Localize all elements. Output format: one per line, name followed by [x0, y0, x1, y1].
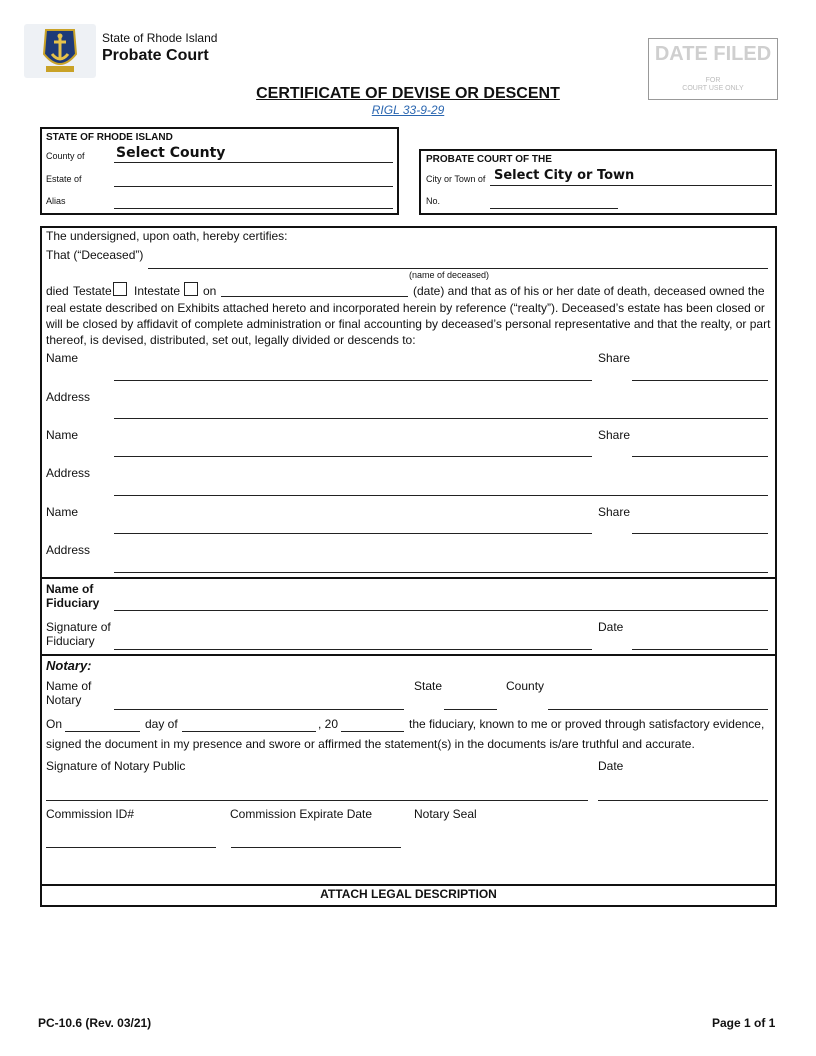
notary-fiduciary-text: the fiduciary, known to me or proved through satisfactory evidence,: [409, 717, 765, 731]
divider-attach: [40, 884, 777, 886]
page-title: CERTIFICATE OF DEVISE OR DESCENT: [256, 85, 560, 102]
heir-2-name-label: Name: [46, 428, 79, 442]
fiduciary-sig-label-2: Fiduciary: [46, 634, 95, 648]
city-select[interactable]: Select City or Town: [494, 168, 635, 183]
heir-2-share-field[interactable]: [632, 456, 768, 457]
fiduciary-date-field[interactable]: [632, 649, 768, 650]
heir-1-name-field[interactable]: [114, 380, 592, 381]
intestate-label: Intestate: [134, 284, 181, 298]
notary-year-prefix: , 20: [318, 717, 339, 731]
fiduciary-name-field[interactable]: [114, 610, 768, 611]
fiduciary-signature-field[interactable]: [114, 649, 592, 650]
death-date-field[interactable]: [221, 296, 408, 297]
court-name: Probate Court: [102, 47, 209, 64]
notary-date-label: Date: [598, 759, 624, 773]
heir-3-address-label: Address: [46, 543, 91, 557]
attach-legal-description: ATTACH LEGAL DESCRIPTION: [320, 887, 497, 901]
heir-3-share-label: Share: [598, 505, 631, 519]
estate-of-field[interactable]: [114, 186, 393, 187]
divider-notary: [40, 654, 777, 656]
state-name: State of Rhode Island: [102, 31, 218, 45]
statute-link[interactable]: RIGL 33-9-29: [371, 103, 445, 117]
page-number: Page 1 of 1: [712, 1016, 776, 1030]
notary-on-label: On: [46, 717, 63, 731]
commission-id-label: Commission ID#: [46, 807, 135, 821]
notary-sig-label: Signature of Notary Public: [46, 759, 186, 773]
notary-day-field[interactable]: [65, 731, 140, 732]
that-deceased-label: That (“Deceased”): [46, 248, 144, 262]
notary-month-field[interactable]: [182, 731, 316, 732]
notary-county-label: County: [506, 679, 545, 693]
probate-box-heading: PROBATE COURT OF THE: [426, 154, 552, 165]
no-label: No.: [426, 196, 441, 206]
realty-paragraph: real estate described on Exhibits attached hereto and incorporated herein by reference (“realty”). Deceased’s estate has been closed or will be closed by affidavit of complete administration or final accounting by deceased’s personal representative and that the realty, or part thereof, is devised, distributed, set out, legally divided or descends to:: [46, 301, 771, 347]
commission-id-field[interactable]: [46, 847, 216, 848]
heir-1-address-field[interactable]: [114, 418, 768, 419]
state-box-heading: STATE OF RHODE ISLAND: [46, 132, 173, 143]
notary-signature-field[interactable]: [46, 800, 588, 801]
case-number-field[interactable]: [490, 208, 618, 209]
testate-label: Testate: [73, 284, 112, 298]
deceased-name-field[interactable]: [148, 268, 768, 269]
para-start: (date) and that as of his or her date of death, deceased owned the: [413, 284, 765, 298]
heir-2-address-label: Address: [46, 466, 91, 480]
notary-day-of-label: day of: [145, 717, 178, 731]
notary-county-field[interactable]: [548, 709, 768, 710]
state-seal-logo: [24, 24, 96, 78]
notary-heading: Notary:: [46, 658, 92, 673]
heir-1-share-label: Share: [598, 351, 631, 365]
heir-3-name-field[interactable]: [114, 533, 592, 534]
fiduciary-name-label-2: Fiduciary: [46, 596, 100, 610]
date-filed-box: [648, 38, 778, 100]
county-label: County of: [46, 151, 85, 161]
intro-text: The undersigned, upon oath, hereby certifies:: [46, 229, 288, 243]
heir-3-name-label: Name: [46, 505, 79, 519]
commission-exp-field[interactable]: [231, 847, 401, 848]
county-line: [114, 162, 393, 163]
heir-1-share-field[interactable]: [632, 380, 768, 381]
notary-year-field[interactable]: [341, 731, 404, 732]
fiduciary-date-label: Date: [598, 620, 624, 634]
notary-state-field[interactable]: [444, 709, 497, 710]
county-select[interactable]: Select County: [116, 145, 226, 161]
commission-exp-label: Commission Expirate Date: [230, 807, 373, 821]
heir-3-address-field[interactable]: [114, 572, 768, 573]
name-of-deceased-caption: (name of deceased): [409, 270, 490, 280]
notary-seal-label: Notary Seal: [414, 807, 477, 821]
alias-label: Alias: [46, 196, 66, 206]
notary-signed-text: signed the document in my presence and swore or affirmed the statement(s) in the documents is/are truthful and accurate.: [46, 737, 695, 751]
testate-checkbox[interactable]: [113, 282, 127, 296]
notary-name-label-1: Name of: [46, 679, 92, 693]
fiduciary-sig-label-1: Signature of: [46, 620, 111, 634]
died-label: died: [46, 284, 69, 298]
for-label: FOR: [705, 77, 721, 84]
heir-2-share-label: Share: [598, 428, 631, 442]
heir-1-name-label: Name: [46, 351, 79, 365]
city-line: [490, 185, 772, 186]
heir-2-address-field[interactable]: [114, 495, 768, 496]
heir-2-name-field[interactable]: [114, 456, 592, 457]
city-label: City or Town of: [426, 174, 486, 184]
heir-1-address-label: Address: [46, 390, 91, 404]
alias-field[interactable]: [114, 208, 393, 209]
divider-fiduciary: [40, 577, 777, 579]
heir-3-share-field[interactable]: [632, 533, 768, 534]
estate-label: Estate of: [46, 174, 82, 184]
notary-name-field[interactable]: [114, 709, 404, 710]
on-label: on: [203, 284, 217, 298]
notary-state-label: State: [414, 679, 443, 693]
court-use-only-label: COURT USE ONLY: [682, 85, 744, 92]
notary-date-field[interactable]: [598, 800, 768, 801]
intestate-checkbox[interactable]: [184, 282, 198, 296]
form-id: PC-10.6 (Rev. 03/21): [38, 1016, 152, 1030]
notary-name-label-2: Notary: [46, 693, 82, 707]
fiduciary-name-label-1: Name of: [46, 582, 94, 596]
date-filed-label: DATE FILED: [654, 43, 772, 65]
